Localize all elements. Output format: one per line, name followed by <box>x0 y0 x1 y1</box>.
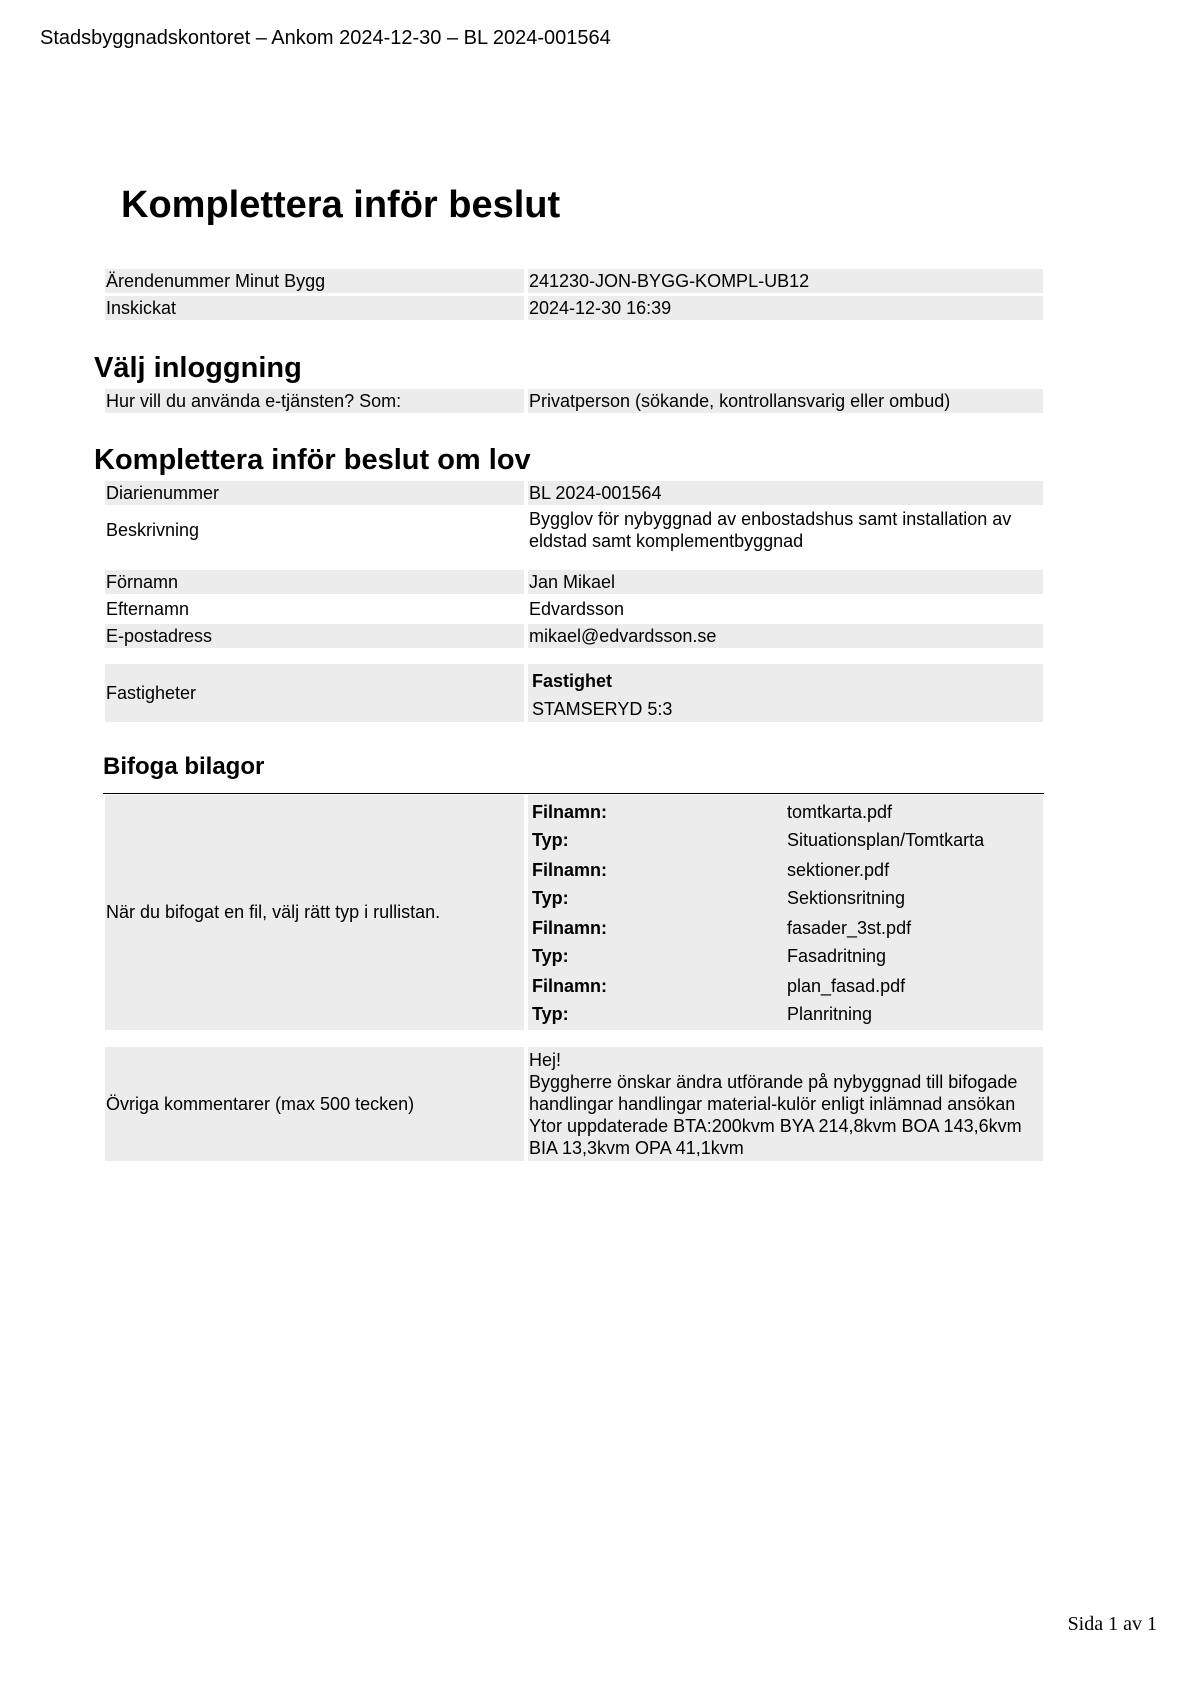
login-question-label: Hur vill du använda e-tjänsten? Som: <box>105 389 524 413</box>
first-name-label: Förnamn <box>105 570 524 594</box>
comments-label-cell <box>105 1047 524 1161</box>
comment-line: handlingar handlingar material-kulör enligt inlämnad ansökan <box>529 1094 1016 1114</box>
attachment-type: Planritning <box>787 1004 873 1024</box>
attachment-filename: plan_fasad.pdf <box>787 976 906 996</box>
property-column-header: Fastighet <box>532 671 613 691</box>
meta-value-submitted: 2024-12-30 16:39 <box>528 296 1043 320</box>
attachments-instruction: När du bifogat en fil, välj rätt typ i rullistan. <box>106 902 441 922</box>
attachments-list <box>528 795 1043 1030</box>
description-value-line2: eldstad samt komplementbyggnad <box>529 531 804 551</box>
filename-label: Filnamn: <box>532 918 607 938</box>
comments-label: Övriga kommentarer (max 500 tecken) <box>106 1094 415 1114</box>
meta-label-submitted: Inskickat <box>105 296 524 320</box>
attachment-filename: fasader_3st.pdf <box>787 918 912 938</box>
attachment-type: Situationsplan/Tomtkarta <box>787 830 985 850</box>
comments-value-cell <box>528 1047 1043 1161</box>
page-number: Sida 1 av 1 <box>1067 1613 1157 1635</box>
filename-label: Filnamn: <box>532 802 607 822</box>
email-label: E-postadress <box>105 624 524 648</box>
login-heading: Välj inloggning <box>94 352 302 384</box>
filename-label: Filnamn: <box>532 976 607 996</box>
attachment-filename: tomtkarta.pdf <box>787 802 893 822</box>
attachments-heading: Bifoga bilagor <box>103 753 265 780</box>
attachment-type: Sektionsritning <box>787 888 906 908</box>
description-label: Beskrivning <box>106 520 200 540</box>
permit-heading: Komplettera inför beslut om lov <box>94 444 531 476</box>
property-label: Fastigheter <box>106 683 197 703</box>
first-name-value: Jan Mikael <box>528 570 1043 594</box>
email-value: mikael@edvardsson.se <box>528 624 1043 648</box>
comment-line: BIA 13,3kvm OPA 41,1kvm <box>529 1138 744 1158</box>
diary-number-label: Diarienummer <box>105 481 524 505</box>
running-header: Stadsbyggnadskontoret – Ankom 2024-12-30 – BL 2024-001564 <box>40 27 611 49</box>
attachment-type: Fasadritning <box>787 946 887 966</box>
comment-line: Hej! <box>529 1050 562 1070</box>
diary-number-value: BL 2024-001564 <box>528 481 1043 505</box>
login-role-value: Privatperson (sökande, kontrollansvarig eller ombud) <box>528 389 1043 413</box>
meta-label-case-number: Ärendenummer Minut Bygg <box>105 269 524 293</box>
attachments-divider <box>103 793 1044 794</box>
type-label: Typ: <box>532 888 569 908</box>
last-name-label: Efternamn <box>106 599 190 619</box>
property-label-cell <box>105 664 524 722</box>
page-title: Komplettera inför beslut <box>121 184 561 226</box>
type-label: Typ: <box>532 946 569 966</box>
type-label: Typ: <box>532 1004 569 1024</box>
meta-value-case-number: 241230-JON-BYGG-KOMPL-UB12 <box>528 269 1043 293</box>
comment-line: Byggherre önskar ändra utförande på nybyggnad till bifogade <box>529 1072 1018 1092</box>
property-value: STAMSERYD 5:3 <box>532 699 673 719</box>
last-name-value: Edvardsson <box>529 599 625 619</box>
property-value-cell <box>528 664 1043 722</box>
attachment-filename: sektioner.pdf <box>787 860 890 880</box>
description-value-line1: Bygglov för nybyggnad av enbostadshus samt installation av <box>529 509 1012 529</box>
comment-line: Ytor uppdaterade BTA:200kvm BYA 214,8kvm BOA 143,6kvm <box>529 1116 1022 1136</box>
type-label: Typ: <box>532 830 569 850</box>
attachments-instruction-cell <box>105 795 524 1030</box>
filename-label: Filnamn: <box>532 860 607 880</box>
